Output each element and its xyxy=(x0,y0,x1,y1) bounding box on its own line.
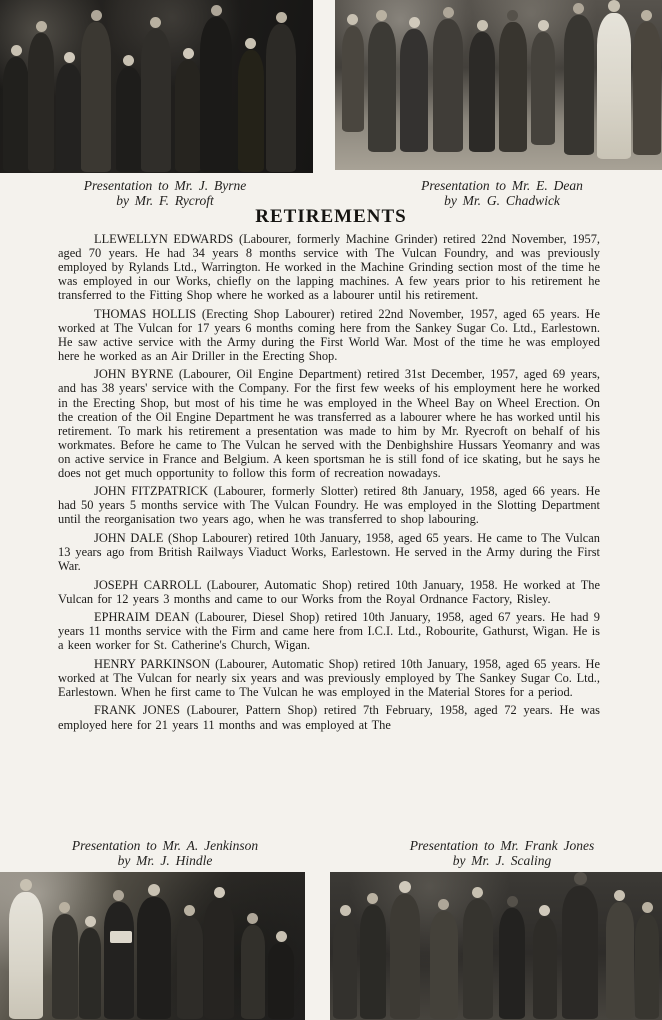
torso xyxy=(241,925,265,1019)
person-figure xyxy=(3,45,29,173)
paragraph-john-dale: JOHN DALE (Shop Labourer) retired 10th January, 1958, aged 65 years. He came to The Vulcan 13 years ago from British Railways Viaduct Works, Earlestown. He served in the Army during the First War. xyxy=(58,530,600,574)
face xyxy=(376,10,387,21)
photo-presentation-jenkinson xyxy=(0,872,305,1020)
caption-line-1: Presentation to Mr. A. Jenkinson xyxy=(71,838,259,853)
face xyxy=(340,905,351,916)
caption-bottom-left xyxy=(30,838,300,868)
torso xyxy=(81,22,111,172)
face xyxy=(91,10,102,21)
person-figure xyxy=(597,0,631,160)
person-figure xyxy=(368,10,396,153)
person-figure xyxy=(562,872,598,1020)
torso xyxy=(635,914,659,1019)
paragraph-joseph-carroll: JOSEPH CARROLL (Labourer, Automatic Shop) retired 10th January, 1958. He worked at The Vulcan for 12 years 3 months and came to our Works from the Royal Ordnance Factory, Risley. xyxy=(58,577,600,606)
caption-line-2: by Mr. J. Hindle xyxy=(117,853,213,868)
person-figure xyxy=(433,7,463,153)
caption-bottom-right xyxy=(372,838,632,868)
page-title: RETIREMENTS xyxy=(255,206,407,227)
torso xyxy=(9,892,43,1019)
torso xyxy=(52,914,78,1019)
person-figure xyxy=(9,879,43,1020)
photo-presentation-dean xyxy=(335,0,662,170)
torso xyxy=(606,902,634,1019)
person-figure xyxy=(533,905,557,1020)
torso xyxy=(266,24,296,172)
person-figure xyxy=(463,887,493,1020)
person-figure xyxy=(360,893,386,1020)
torso xyxy=(268,943,294,1019)
face xyxy=(184,905,195,916)
person-figure xyxy=(81,10,111,173)
face xyxy=(507,10,518,21)
face xyxy=(36,21,47,32)
face xyxy=(183,48,194,59)
torso xyxy=(204,899,234,1019)
torso xyxy=(175,60,201,172)
torso xyxy=(562,886,598,1019)
retirements-article xyxy=(58,232,600,736)
paragraph-john-fitzpatrick: JOHN FITZPATRICK (Labourer, formerly Slotter) retired 8th January, 1958, aged 66 years. He had 50 years 5 months service with The Vulcan Foundry. He was employed in the Slotting Department until the reorganisation two years ago, when he was transferred to shop labouring. xyxy=(58,484,600,527)
torso xyxy=(28,33,54,172)
person-figure xyxy=(200,5,232,173)
face xyxy=(276,931,287,942)
torso xyxy=(200,17,232,172)
person-figure xyxy=(564,3,594,156)
face xyxy=(247,913,258,924)
person-figure xyxy=(268,931,294,1020)
face xyxy=(608,0,620,12)
caption-line-1: Presentation to Mr. J. Byrne xyxy=(83,178,247,193)
face xyxy=(20,879,32,891)
torso xyxy=(177,917,203,1019)
torso xyxy=(238,50,264,172)
person-figure xyxy=(400,17,428,153)
person-figure xyxy=(175,48,201,173)
face xyxy=(150,17,161,28)
presentation-gift xyxy=(110,931,132,943)
person-figure xyxy=(342,14,364,133)
torso xyxy=(104,902,134,1019)
face xyxy=(477,20,488,31)
person-figure xyxy=(499,10,527,153)
person-figure xyxy=(266,12,296,173)
face xyxy=(59,902,70,913)
caption-line-1: Presentation to Mr. Frank Jones xyxy=(409,838,595,853)
person-figure xyxy=(116,55,142,173)
caption-line-1: Presentation to Mr. E. Dean xyxy=(421,178,583,193)
face xyxy=(123,55,134,66)
paragraph-john-byrne: JOHN BYRNE (Labourer, Oil Engine Department) retired 31st December, 1957, aged 69 years, and has 38 years' service with the Company. For the first few weeks of his employment here he worked in the Erecting Shop, but most of his time he was employed in the Wheel Bay on Wheel Erection. On the creation of the Oil Engine Department he was transferred as a labourer where he has worked until his retirement. To mark his retirement a presentation was made to him by Mr. Ryecroft on behalf of his workmates. Before he came to The Vulcan he served with the Denbighshire Hussars Yeomanry and was on active service in France and Belgium. A keen sportsman he is still fond of ice skating, but he says he does not get much opportunity to follow this form of recreation nowadays. xyxy=(58,367,600,480)
caption-line-2: by Mr. J. Scaling xyxy=(452,853,552,868)
torso xyxy=(368,22,396,152)
face xyxy=(211,5,222,16)
face xyxy=(276,12,287,23)
person-figure xyxy=(104,890,134,1020)
face xyxy=(443,7,454,18)
person-figure xyxy=(499,896,525,1020)
torso xyxy=(56,64,82,172)
torso xyxy=(141,29,171,172)
torso xyxy=(597,13,631,159)
person-figure xyxy=(333,905,357,1020)
torso xyxy=(400,29,428,152)
torso xyxy=(531,32,555,145)
torso xyxy=(333,917,357,1019)
torso xyxy=(469,32,495,152)
caption-line-2: by Mr. G. Chadwick xyxy=(444,193,560,208)
face xyxy=(367,893,378,904)
torso xyxy=(390,894,420,1019)
person-figure xyxy=(204,887,234,1020)
torso xyxy=(3,57,29,172)
person-figure xyxy=(137,884,171,1020)
caption-line-2: by Mr. F. Rycroft xyxy=(116,193,214,208)
face xyxy=(64,52,75,63)
paragraph-frank-jones: FRANK JONES (Labourer, Pattern Shop) retired 7th February, 1958, aged 72 years. He was employed here for 21 years 11 months and was employed at The xyxy=(58,703,600,732)
person-figure xyxy=(56,52,82,173)
person-figure xyxy=(79,916,101,1020)
caption-top-left xyxy=(30,178,300,208)
face xyxy=(85,916,96,927)
person-figure xyxy=(390,881,420,1020)
face xyxy=(113,890,124,901)
face xyxy=(148,884,160,896)
paragraph-henry-parkinson: HENRY PARKINSON (Labourer, Automatic Shop) retired 10th January, 1958, aged 65 years. He worked at The Vulcan for nearly six years and was previously employed by The Sankey Sugar Co. Ltd., Earlestown. When he first came to The Vulcan he was employed in the Material Stores for a period. xyxy=(58,656,600,699)
person-figure xyxy=(177,905,203,1020)
torso xyxy=(499,908,525,1019)
torso xyxy=(342,26,364,132)
torso xyxy=(79,928,101,1019)
torso xyxy=(533,917,557,1019)
photo-presentation-jones xyxy=(330,872,662,1020)
person-figure xyxy=(141,17,171,173)
face xyxy=(614,890,625,901)
face xyxy=(438,899,449,910)
person-figure xyxy=(28,21,54,173)
person-figure xyxy=(606,890,634,1020)
face xyxy=(573,3,584,14)
torso xyxy=(463,899,493,1019)
torso xyxy=(633,22,661,155)
person-figure xyxy=(633,10,661,156)
face xyxy=(472,887,483,898)
face xyxy=(409,17,420,28)
torso xyxy=(137,897,171,1019)
torso xyxy=(499,22,527,152)
face xyxy=(11,45,22,56)
torso xyxy=(430,911,458,1019)
person-figure xyxy=(430,899,458,1020)
person-figure xyxy=(52,902,78,1020)
face xyxy=(245,38,256,49)
face xyxy=(539,905,550,916)
face xyxy=(574,872,587,885)
face xyxy=(214,887,225,898)
face xyxy=(347,14,358,25)
face xyxy=(538,20,549,31)
person-figure xyxy=(241,913,265,1020)
paragraph-ephraim-dean: EPHRAIM DEAN (Labourer, Diesel Shop) retired 10th January, 1958, aged 67 years. He had 9 years 11 months service with the Firm and came here from I.C.I. Ltd., Robourite, Gathurst, Wigan. He is a keen worker for St. Catherine's Church, Wigan. xyxy=(58,610,600,653)
paragraph-llewellyn-edwards: LLEWELLYN EDWARDS (Labourer, formerly Machine Grinder) retired 22nd November, 1957, aged 70 years. He had 34 years 8 months service with The Vulcan Foundry, and was previously employed by Rylands Ltd., Warrington. He worked in the Machine Grinding section most of the time he was employed in our Works, chiefly on the lapping machines. A few years prior to his retirement he transferred to the Fitting Shop where he worked as a labourer until his retirement. xyxy=(58,232,600,303)
torso xyxy=(116,67,142,172)
face xyxy=(507,896,518,907)
face xyxy=(399,881,411,893)
torso xyxy=(564,15,594,155)
torso xyxy=(433,19,463,152)
paragraph-thomas-hollis: THOMAS HOLLIS (Erecting Shop Labourer) retired 22nd November, 1957, aged 65 years. He worked at The Vulcan for 17 years 6 months coming here from the Sankey Sugar Co. Ltd., Earlestown. He saw active service with the Army during the First World War. Most of the time he was employed here he worked as an Air Driller in the Erecting Shop. xyxy=(58,306,600,363)
person-figure xyxy=(635,902,659,1020)
photo-presentation-byrne xyxy=(0,0,313,173)
face xyxy=(642,902,653,913)
face xyxy=(641,10,652,21)
caption-top-right xyxy=(372,178,632,208)
person-figure xyxy=(531,20,555,146)
person-figure xyxy=(238,38,264,173)
person-figure xyxy=(469,20,495,153)
torso xyxy=(360,905,386,1019)
